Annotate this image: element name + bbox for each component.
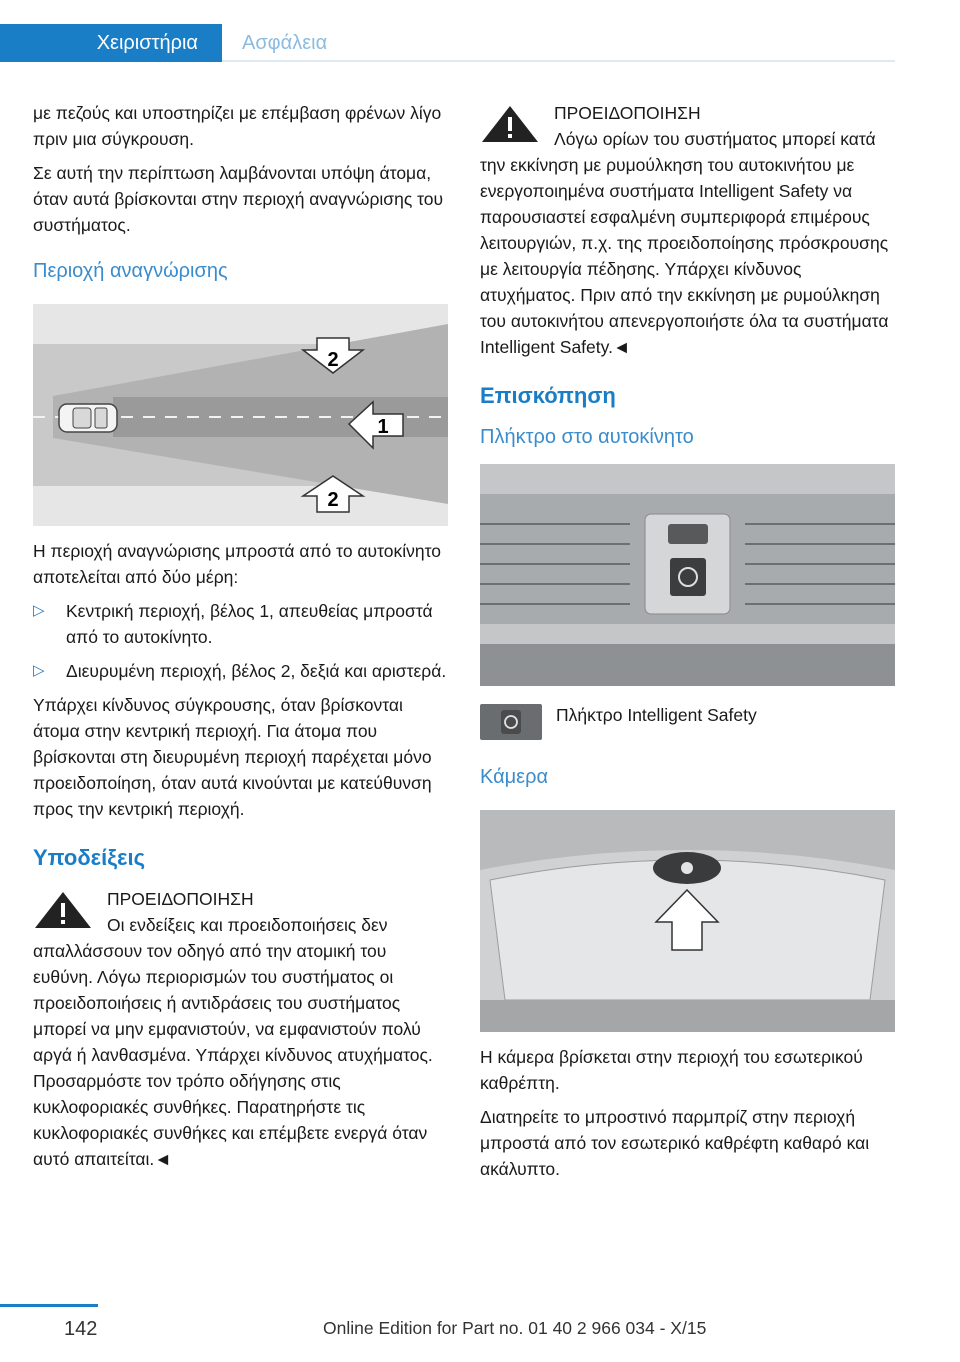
warning-text: Λόγω ορίων του συστήματος μπορεί κατά την εκκίνηση με ρυμούλκηση του αυτοκινήτου με ενεργοποιημένα συστήματα Intelligent Safety να παρουσιαστεί εσφαλμένη συμπεριφορά επιμέρους λειτουργιών, π.χ. της προειδοποίησης πρόσκρουσης με λειτουργία πέδησης. Υπάρχει κίνδυνος ατυχήματος. Πριν από την εκκίνηση με ρυμούλκηση του αυτοκινήτου απενεργοποιήστε όλα τα συστήματα Intelligent Safety.◄ [480,129,889,357]
paragraph: Η περιοχή αναγνώρισης μπροστά από το αυτοκίνητο αποτελείται από δύο μέρη: [33,541,442,587]
warning-triangle-icon [33,890,93,930]
subheading-button: Πλήκτρο στο αυτοκίνητο [480,426,694,448]
edition-text: Online Edition for Part no. 01 40 2 966 034 - X/15 [323,1318,707,1338]
list-item: ▷ Κεντρική περιοχή, βέλος 1, απευθείας μπροστά από το αυτοκίνητο. [33,598,448,650]
section-heading-notes: Υποδείξεις [33,845,146,870]
button-legend-label: Πλήκτρο Intelligent Safety [556,705,757,725]
button-legend-row [480,700,895,752]
header-tab-safety[interactable]: Ασφάλεια [222,24,895,62]
triangle-bullet-icon: ▷ [33,662,45,679]
list-item: ▷ Διευρυμένη περιοχή, βέλος 2, δεξιά και αριστερά. [33,658,448,684]
paragraph: με πεζούς και υποστηρίζει με επέμβαση φρένων λίγο πριν μια σύγκρουση. [33,103,442,149]
warning-title: ΠΡΟΕΙΔΟΠΟΙΗΣΗ [107,889,254,909]
footer-rule [0,1304,98,1307]
arrow-label: 2 [327,349,339,371]
intelligent-safety-button [670,558,706,596]
detection-area-figure [33,304,448,526]
car-icon [59,404,117,432]
warning-triangle-icon [480,104,540,144]
intelligent-safety-button-icon [480,704,542,740]
warning-block [480,100,895,360]
section-heading-overview: Επισκόπηση [480,383,616,408]
bullet-list [33,598,448,684]
page-number: 142 [64,1318,98,1340]
paragraph: Διατηρείτε το μπροστινό παρμπρίζ στην περιοχή μπροστά από τον εσωτερικό καθρέφτη καθαρό και ακάλυπτο. [480,1107,870,1179]
warning-title: ΠΡΟΕΙΔΟΠΟΙΗΣΗ [554,103,701,123]
subheading-camera: Κάμερα [480,766,549,788]
arrow-label: 2 [327,489,339,511]
left-column [33,100,448,1180]
subheading-detection-area: Περιοχή αναγνώρισης [33,260,228,282]
dashboard-button-figure [480,464,895,686]
arrow-label: 1 [377,416,389,438]
paragraph: Η κάμερα βρίσκεται στην περιοχή του εσωτερικού καθρέπτη. [480,1047,863,1093]
right-column [480,100,895,1190]
paragraph: Σε αυτή την περίπτωση λαμβάνονται υπόψη άτομα, όταν αυτά βρίσκονται στην περιοχή αναγνώρισης του συστήματος. [33,163,444,235]
paragraph: Υπάρχει κίνδυνος σύγκρουσης, όταν βρίσκονται άτομα στην κεντρική περιοχή. Για άτομα που βρίσκονται στη διευρυμένη περιοχή παρέχεται μόνο προειδοποίηση, όταν αυτά κινούνται με κατεύθυνση προς την κεντρική περιοχή. [33,695,432,819]
triangle-bullet-icon: ▷ [33,602,45,619]
page-header [0,0,895,62]
warning-block [33,886,448,1172]
camera-figure [480,810,895,1032]
header-tab-controls[interactable]: Χειριστήρια [0,24,222,62]
warning-text: Οι ενδείξεις και προειδοποιήσεις δεν απαλλάσσουν τον οδηγό από την ατομική του ευθύνη. Λόγω περιορισμών του συστήματος οι προειδοποιήσεις ή αντιδράσεις του συστήματος μπορεί να μην εμφανιστούν, να εμφανιστούν πολύ αργά ή λανθασμένα. Υπάρχει κίνδυνος ατυχήματος. Προσαρμόστε τον τρόπο οδήγησης στις κυκλοφοριακές συνθήκες. Παρατηρήστε τις κυκλοφοριακές συνθήκες και επέμβετε ενεργά όταν αυτό απαιτείται.◄ [33,915,433,1169]
